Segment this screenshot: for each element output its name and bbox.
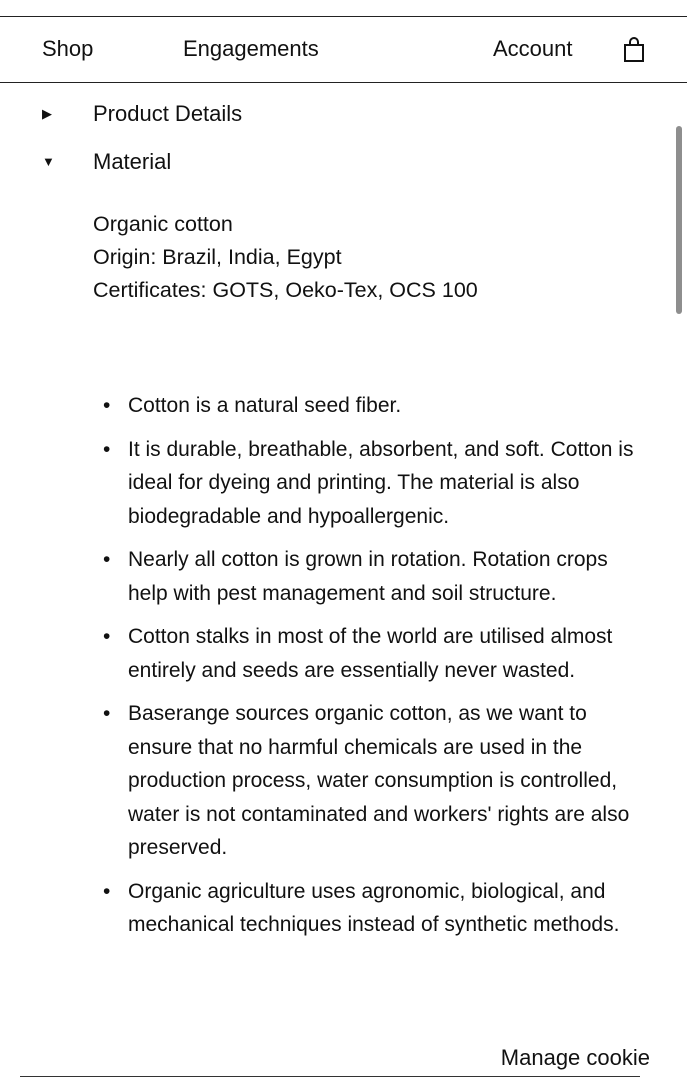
bottom-divider (20, 1076, 640, 1077)
list-item (103, 433, 643, 534)
bullet-dot-icon: • (103, 702, 111, 725)
bullet-text: Nearly all cotton is grown in rotation. Rotation crops help with pest management and soil structure. (128, 548, 608, 605)
list-item (103, 389, 643, 423)
expanded-arrow-icon: ▼ (42, 154, 55, 169)
list-item (103, 543, 643, 610)
material-bullet-list (103, 389, 643, 952)
bullet-dot-icon: • (103, 394, 111, 417)
material-summary (93, 208, 653, 307)
material-name: Organic cotton (93, 212, 233, 236)
scrollbar[interactable] (676, 126, 682, 314)
shopping-bag-icon[interactable] (622, 37, 646, 63)
bullet-text: Baserange sources organic cotton, as we want to ensure that no harmful chemicals are used in the production process, water consumption is controlled, water is not contaminated and workers' rights are also preserved. (128, 702, 630, 859)
bullet-dot-icon: • (103, 548, 111, 571)
top-nav (0, 17, 687, 83)
nav-account-link[interactable]: Account (493, 36, 573, 61)
nav-engagements-link[interactable]: Engagements (183, 36, 319, 61)
accordion-material-label: Material (93, 149, 172, 174)
bullet-text: Organic agriculture uses agronomic, biological, and mechanical techniques instead of synthetic methods. (128, 879, 620, 936)
bullet-dot-icon: • (103, 625, 111, 648)
collapsed-arrow-icon: ▶ (42, 106, 52, 121)
bullet-text: Cotton stalks in most of the world are utilised almost entirely and seeds are essentially never wasted. (128, 625, 613, 682)
manage-cookie-button[interactable]: Manage cookie (491, 1045, 650, 1071)
accordion-material[interactable] (0, 144, 660, 184)
bullet-text: Cotton is a natural seed fiber. (128, 394, 402, 417)
nav-shop-link[interactable]: Shop (42, 36, 94, 61)
bullet-dot-icon: • (103, 437, 111, 461)
material-certificates: Certificates: GOTS, Oeko-Tex, OCS 100 (93, 278, 478, 302)
bullet-text: It is durable, breathable, absorbent, and soft. Cotton is ideal for dyeing and printing. The material is also biodegradable and hypoallergenic. (128, 437, 634, 528)
list-item (103, 875, 643, 942)
accordion-product-details[interactable] (0, 96, 660, 136)
list-item (103, 697, 643, 865)
list-item (103, 620, 643, 687)
material-origin: Origin: Brazil, India, Egypt (93, 245, 342, 269)
bullet-dot-icon: • (103, 879, 111, 903)
accordion-product-details-label: Product Details (93, 101, 243, 126)
